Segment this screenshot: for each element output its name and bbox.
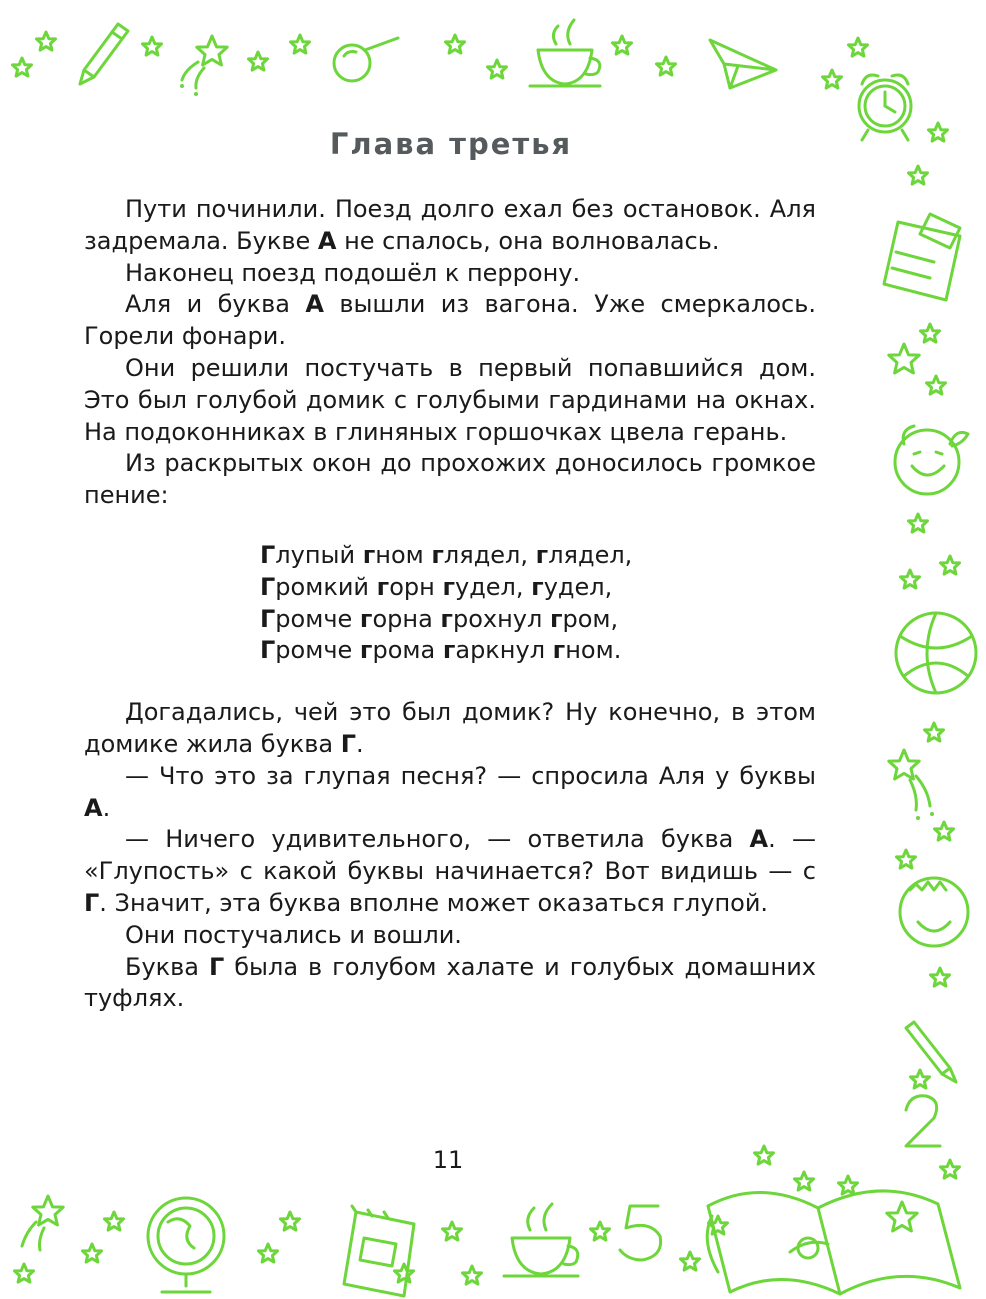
paragraph	[84, 824, 816, 919]
paragraph	[84, 289, 816, 353]
paragraph	[84, 761, 816, 825]
text-run: . — «Глупость» с какой буквы начинается? Вот видишь — с	[84, 825, 816, 886]
boy-face-icon	[900, 878, 968, 946]
cup-icon	[530, 20, 600, 86]
alarm-clock-icon	[859, 75, 911, 140]
text-run: лупый	[275, 540, 363, 569]
paragraph	[84, 697, 816, 761]
text-run: рохнул	[452, 604, 550, 633]
text-run: лядел,	[443, 540, 536, 569]
paragraph	[84, 194, 816, 258]
text-run: ромкий	[275, 572, 377, 601]
cup-icon	[504, 1204, 578, 1276]
text-run: Они решили постучать в первый попавшийся дом. Это был голубой домик с голубыми гардинами на окнах. На подоконниках в глиняных горшочках цвела герань.	[84, 353, 816, 446]
bold-letter: Г	[208, 952, 225, 981]
paragraph	[84, 448, 816, 512]
note-icon	[884, 214, 960, 300]
chapter-title: Глава третья	[329, 127, 573, 161]
bold-letter: А	[305, 290, 324, 319]
bold-letter: г	[362, 540, 376, 569]
chapter-body	[84, 194, 816, 1015]
bold-letter: Г	[84, 888, 100, 917]
poem-line	[260, 540, 816, 572]
text-run: Наконец поезд подошёл к перрону.	[125, 258, 581, 287]
poem-line	[260, 635, 816, 667]
text-run: — Что это за глупая песня? — спросила Аля у буквы	[125, 761, 816, 790]
shooting-star-icon	[22, 1196, 63, 1250]
paragraph	[84, 258, 816, 290]
text-run: Аля и буква	[125, 290, 306, 319]
text-run: орна	[372, 604, 441, 633]
bold-letter: Г	[260, 540, 276, 569]
bold-letter: г	[549, 604, 563, 633]
shooting-star-icon	[889, 750, 934, 820]
text-run: ном	[375, 540, 432, 569]
pen-icon	[906, 1022, 956, 1082]
number-2-icon	[906, 1096, 940, 1146]
bold-letter: г	[359, 636, 373, 665]
text-run: — Ничего удивительного, — ответила буква	[125, 825, 750, 854]
text-run: . Значит, эта буква вполне может оказаться глупой.	[99, 888, 769, 917]
text-run: орн	[389, 572, 443, 601]
paper-plane-icon	[710, 40, 776, 88]
text-run: лядел,	[548, 540, 633, 569]
text-run: ромче	[275, 604, 360, 633]
text-run: Буква	[125, 952, 209, 981]
text-run: ном.	[565, 636, 622, 665]
paragraphs-after-poem	[84, 697, 816, 1015]
bold-letter: А	[749, 825, 769, 854]
magnifier-icon	[334, 38, 398, 81]
text-run: Они постучались и вошли.	[125, 920, 462, 949]
globe-icon	[148, 1198, 224, 1292]
text-run: была в голубом халате и голубых домашних туфлях.	[84, 952, 816, 1013]
poem	[84, 540, 816, 667]
bold-letter: А	[317, 226, 337, 255]
bold-letter: г	[376, 572, 390, 601]
text-run: .	[356, 729, 364, 758]
paragraph	[84, 353, 816, 448]
paragraph	[84, 952, 816, 1016]
open-book-icon	[707, 1191, 960, 1294]
text-run: рома	[372, 636, 443, 665]
text-run: Пути починили. Поезд долго ехал без остановок. Аля задремала. Букве	[84, 195, 816, 255]
text-run: Догадались, чей это был домик? Ну конечно, в этом домике жила буква	[84, 698, 816, 758]
text-run: Из раскрытых окон до прохожих доносилось громкое пение:	[84, 449, 816, 510]
bold-letter: Г	[340, 729, 357, 758]
text-run: вышли из вагона. Уже смеркалось. Горели фонари.	[84, 290, 816, 351]
paragraph	[84, 920, 816, 952]
text-run: аркнул	[455, 636, 553, 665]
text-run: удел,	[454, 572, 532, 601]
bold-letter: г	[442, 572, 455, 601]
page-number: 11	[432, 1146, 464, 1174]
text-run: не спалось, она волновалась.	[336, 226, 720, 255]
bold-letter: г	[552, 636, 566, 665]
bold-letter: г	[440, 604, 453, 633]
poem-line	[260, 604, 816, 636]
text-run: .	[102, 793, 111, 822]
poem-line	[260, 572, 816, 604]
bold-letter: Г	[260, 572, 276, 601]
shooting-star-icon	[180, 36, 227, 96]
bold-letter: г	[442, 636, 456, 665]
girl-face-icon	[895, 426, 968, 494]
ball-icon	[896, 613, 976, 693]
paragraphs-before-poem	[84, 194, 816, 512]
bold-letter: А	[84, 793, 103, 822]
pen-icon	[80, 24, 128, 84]
notebook-icon	[344, 1206, 414, 1296]
text-run: удел,	[543, 572, 613, 601]
bold-letter: г	[431, 540, 444, 569]
bold-letter: г	[535, 540, 549, 569]
text-run: ром,	[562, 604, 619, 633]
bold-letter: Г	[260, 636, 276, 665]
number-5-icon	[620, 1206, 661, 1260]
bold-letter: Г	[260, 604, 276, 633]
star-icon	[15, 1146, 960, 1284]
bold-letter: г	[359, 604, 373, 633]
text-run: ромче	[275, 636, 360, 665]
bold-letter: г	[531, 572, 544, 601]
